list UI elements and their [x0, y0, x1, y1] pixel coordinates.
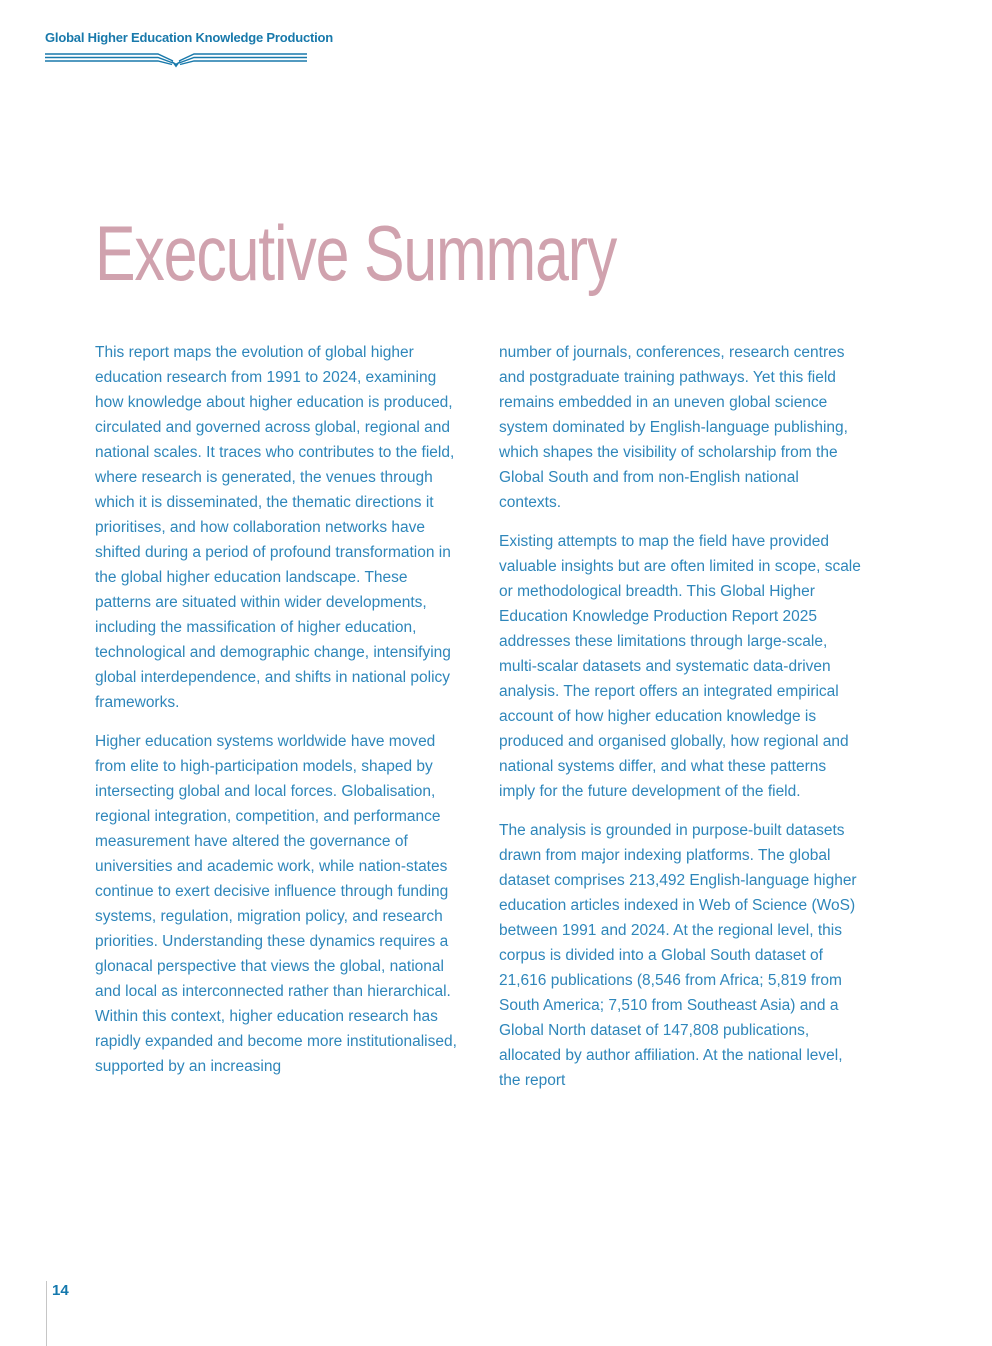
page-number: 14: [52, 1282, 69, 1299]
paragraph-right-3: The analysis is grounded in purpose-built datasets drawn from major indexing platforms. The global dataset comprises 213,492 English-language higher education articles indexed in Web of Science (WoS) between 1991 and 2024. At the regional level, this corpus is divided into a Global South dataset of 21,616 publications (8,546 from Africa; 5,819 from South America; 7,510 from Southeast Asia) and a Global North dataset of 147,808 publications, allocated by author affiliation. At the national level, the report: [499, 822, 857, 1089]
paragraph-right-2: Existing attempts to map the field have provided valuable insights but are often limited in scope, scale or methodological breadth. This Global Higher Education Knowledge Production Report 2025 addresses these limitations through large-scale, multi-scalar datasets and systematic data-driven analysis. The report offers an integrated empirical account of how higher education knowledge is produced and organised globally, how regional and national systems differ, and what these patterns imply for the future development of the field.: [499, 533, 861, 800]
footer-rule: [46, 1281, 47, 1346]
paragraph-right-1: number of journals, conferences, research centres and postgraduate training pathways. Yet this field remains embedded in an uneven global science system dominated by English-language publishing, which shapes the visibility of scholarship from the Global South and from non-English national contexts.: [499, 344, 848, 511]
page-title: Executive Summary: [95, 209, 617, 297]
right-column: [499, 340, 864, 1107]
page-header: [45, 30, 333, 68]
paragraph-left-2: Higher education systems worldwide have moved from elite to high-participation models, shaped by intersecting global and local forces. Globalisation, regional integration, competition, and performance measurement have altered the governance of universities and academic work, while nation-states continue to exert decisive influence through funding systems, regulation, migration policy, and research priorities. Understanding these dynamics requires a glonacal perspective that views the global, national and local as interconnected rather than hierarchical. Within this context, higher education research has rapidly expanded and become more institutionalised, supported by an increasing: [95, 733, 457, 1075]
left-column: [95, 340, 460, 1093]
brand-title: Global Higher Education Knowledge Production: [45, 30, 334, 45]
open-book-icon: [45, 52, 307, 68]
paragraph-left-1: This report maps the evolution of global higher education research from 1991 to 2024, examining how knowledge about higher education is produced, circulated and governed across global, regional and national scales. It traces who contributes to the field, where research is generated, the venues through which it is disseminated, the thematic directions it prioritises, and how collaboration networks have shifted during a period of profound transformation in the global higher education landscape. These patterns are situated within wider developments, including the massification of higher education, technological and demographic change, intensifying global interdependence, and shifts in national policy frameworks.: [95, 344, 455, 711]
